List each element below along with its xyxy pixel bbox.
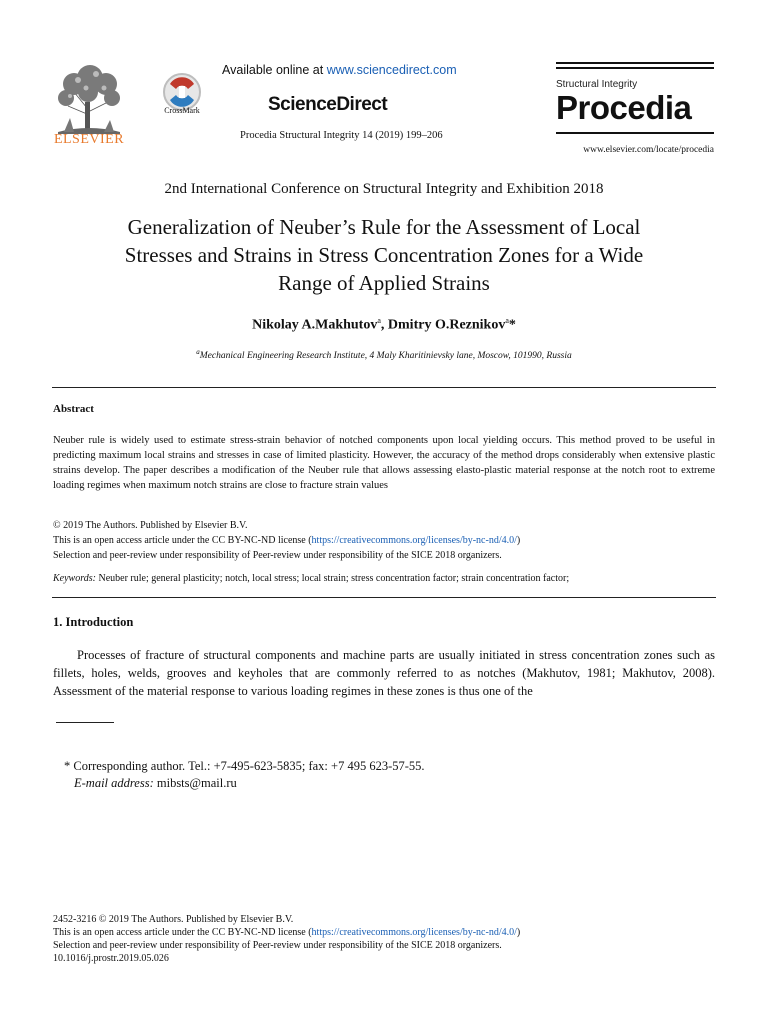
available-online bbox=[222, 63, 457, 77]
journal-reference: Procedia Structural Integrity 14 (2019) 199–206 bbox=[240, 130, 443, 141]
copyright-line: © 2019 The Authors. Published by Elsevier B.V. bbox=[53, 520, 248, 531]
procedia-rule bbox=[556, 67, 714, 69]
footer-license-link[interactable]: https://creativecommons.org/licenses/by-nc-nd/4.0/ bbox=[311, 927, 517, 938]
procedia-rule bbox=[556, 62, 714, 64]
sciencedirect-wordmark: ScienceDirect bbox=[268, 94, 388, 115]
procedia-name: Procedia bbox=[556, 89, 692, 126]
section-heading: 1. Introduction bbox=[53, 615, 134, 629]
license-close: ) bbox=[516, 535, 521, 546]
author-affil-mark: a bbox=[377, 316, 381, 325]
journal-url[interactable]: www.elsevier.com/locate/procedia bbox=[583, 145, 714, 155]
footer-license-text: This is an open access article under the CC BY-NC-ND license ( bbox=[53, 927, 312, 938]
footer-issn: 2452-3216 © 2019 The Authors. Published by Elsevier B.V. bbox=[53, 914, 294, 925]
license-text: This is an open access article under the CC BY-NC-ND license ( bbox=[53, 535, 312, 546]
procedia-subtitle: Structural Integrity bbox=[556, 79, 638, 90]
author-name: Nikolay A.Makhutov bbox=[252, 317, 378, 333]
author-separator: , bbox=[380, 317, 388, 333]
available-online-text: Available online at bbox=[222, 63, 327, 77]
author-name: Dmitry O.Reznikov bbox=[387, 317, 506, 333]
footnote bbox=[64, 758, 425, 792]
peer-review-line: Selection and peer-review under responsibility of Peer-review under responsibility of the SICE 2018 organizers. bbox=[53, 550, 502, 561]
keywords-text: Neuber rule; general plasticity; notch, local stress; local strain; stress concentration factor; strain concentration factor; bbox=[95, 573, 570, 584]
abstract-heading: Abstract bbox=[53, 403, 94, 415]
page-footer bbox=[53, 913, 520, 965]
abstract-body: Neuber rule is widely used to estimate stress-strain behavior of notched components upon local yielding occurs. This method proved to be useful in predicting maximum local strains and stresses in case of limited plasticity. However, the accuracy of the method drops considerably when extensive plastic strains develop. The paper describes a modification of the Neuber rule that allows assessing elasto-plastic material response at the notch root to extreme loading regimes when maximum notch strains are close to fracture strain values bbox=[53, 435, 715, 491]
author-affil-mark: a bbox=[505, 316, 509, 325]
divider bbox=[52, 597, 716, 598]
intro-paragraph: Processes of fracture of structural components and machine parts are usually initiated in stress concentration zones such as fillets, holes, welds, grooves and keyholes that are commonly referred to as notches (Makhutov, 1981; Makhutov, 2008). Assessment of the material response to various loading regimes in these zones is thus one of the bbox=[53, 648, 715, 698]
copyright-block bbox=[53, 518, 520, 563]
affil-text: Mechanical Engineering Research Institute, 4 Maly Kharitinievsky lane, Moscow, 101990, Russia bbox=[199, 351, 572, 362]
affiliation bbox=[0, 348, 768, 361]
procedia-rule bbox=[556, 132, 714, 134]
divider bbox=[52, 387, 716, 388]
crossmark-label: CrossMark bbox=[164, 106, 200, 115]
author-list bbox=[0, 316, 768, 334]
keywords-label: Keywords: bbox=[53, 573, 96, 584]
elsevier-wordmark: ELSEVIER bbox=[53, 132, 125, 147]
footnote-corresponding: * Corresponding author. Tel.: +7-495-623-5835; fax: +7 495 623-57-55. bbox=[64, 759, 425, 773]
footer-license-close: ) bbox=[516, 927, 521, 938]
footnote-rule bbox=[56, 722, 114, 723]
footer-peer-review: Selection and peer-review under responsibility of Peer-review under responsibility of the SICE 2018 organizers. bbox=[53, 940, 502, 951]
conference-name: 2nd International Conference on Structural Integrity and Exhibition 2018 bbox=[164, 181, 604, 197]
footnote-email bbox=[64, 775, 425, 792]
license-link[interactable]: https://creativecommons.org/licenses/by-nc-nd/4.0/ bbox=[311, 535, 517, 546]
sciencedirect-link[interactable]: www.sciencedirect.com bbox=[326, 63, 457, 77]
corresponding-mark: * bbox=[508, 317, 516, 333]
keywords bbox=[53, 573, 569, 584]
title-line: Range of Applied Strains bbox=[278, 271, 490, 295]
title-line: Stresses and Strains in Stress Concentration Zones for a Wide bbox=[124, 243, 644, 267]
footer-license bbox=[53, 926, 520, 939]
procedia-logo bbox=[556, 62, 714, 137]
footer-doi[interactable]: 10.1016/j.prostr.2019.05.026 bbox=[53, 953, 169, 964]
email-address[interactable]: mibsts@mail.ru bbox=[153, 776, 237, 790]
title-line: Generalization of Neuber’s Rule for the Assessment of Local bbox=[127, 215, 641, 239]
email-label: E-mail address: bbox=[74, 776, 154, 790]
paper-title bbox=[60, 213, 708, 297]
affil-mark: a bbox=[196, 348, 200, 356]
license-line bbox=[53, 533, 520, 548]
